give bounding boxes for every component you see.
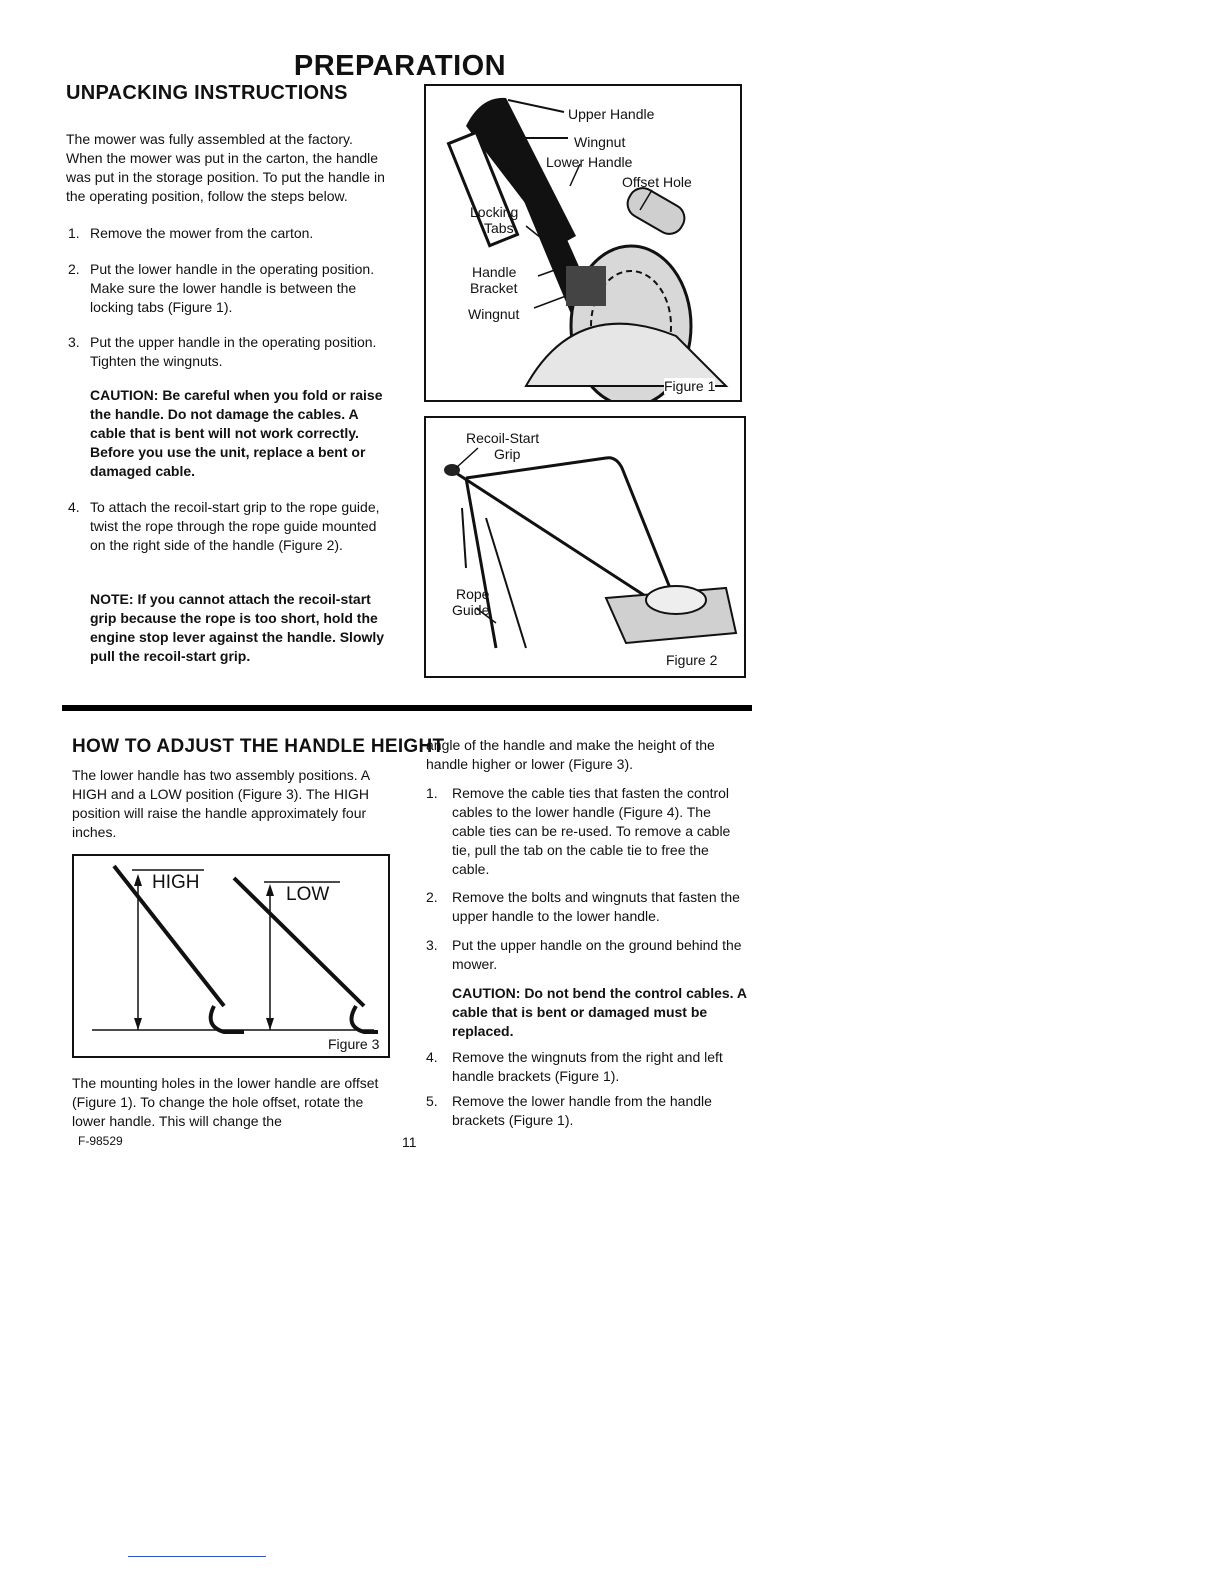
figure-2-caption: Figure 2 xyxy=(666,652,718,668)
unpacking-heading: UNPACKING INSTRUCTIONS xyxy=(66,82,348,104)
label-rope-guide-1: Rope xyxy=(456,586,490,602)
step-text: Put the upper handle on the ground behind the mower. xyxy=(452,937,742,972)
figure-1-caption: Figure 1 xyxy=(664,378,716,394)
label-lower-handle: Lower Handle xyxy=(546,154,633,170)
figure-2-drawing xyxy=(426,418,744,676)
bottom-line xyxy=(128,1556,266,1557)
step-number: 4. xyxy=(426,1049,438,1065)
step-number: 1. xyxy=(68,225,80,241)
label-locking-tabs-1: Locking xyxy=(470,204,519,220)
step-text: Put the lower handle in the operating position. Make sure the lower handle is between the locking tabs (Figure 1). xyxy=(90,261,375,315)
label-upper-handle: Upper Handle xyxy=(568,106,655,122)
label-wingnut-top: Wingnut xyxy=(574,134,626,150)
high-label: HIGH xyxy=(152,872,200,893)
step-text: Remove the mower from the carton. xyxy=(90,225,314,241)
label-offset-hole: Offset Hole xyxy=(622,174,692,190)
step-number: 2. xyxy=(68,261,80,277)
height-heading: HOW TO ADJUST THE HANDLE HEIGHT xyxy=(72,736,445,757)
step-number: 4. xyxy=(68,499,80,515)
footer-code: F-98529 xyxy=(78,1134,123,1148)
step-number: 3. xyxy=(68,334,80,350)
label-recoil-start-1: Recoil-Start xyxy=(466,430,540,446)
bracket-shape xyxy=(566,266,606,306)
height-caution: CAUTION: Do not bend the control cables. A cable that is bent or damaged must be replaced. xyxy=(452,985,747,1039)
step-text: Remove the wingnuts from the right and left handle brackets (Figure 1). xyxy=(452,1049,723,1084)
section-divider xyxy=(62,705,752,711)
label-handle-bracket-1: Handle xyxy=(472,264,517,280)
height-para2-cont: angle of the handle and make the height of the handle higher or lower (Figure 3). xyxy=(426,737,715,772)
figure-3-drawing xyxy=(74,856,388,1056)
step-text: Put the upper handle in the operating position. Tighten the wingnuts. xyxy=(90,334,377,369)
height-para2: The mounting holes in the lower handle are offset (Figure 1). To change the hole offset, rotate the lower handle. This will change the xyxy=(72,1075,379,1129)
step-text: Remove the bolts and wingnuts that fasten the upper handle to the lower handle. xyxy=(452,889,740,924)
offset-tube-shape xyxy=(623,183,690,239)
step-text: To attach the recoil-start grip to the rope guide, twist the rope through the rope guide mounted on the right side of the handle (Figure 2). xyxy=(90,499,380,553)
label-recoil-start-2: Grip xyxy=(494,446,521,462)
label-locking-tabs-2: Tabs xyxy=(484,220,514,236)
step-text: Remove the lower handle from the handle brackets (Figure 1). xyxy=(452,1093,712,1128)
unpacking-intro: The mower was fully assembled at the factory. When the mower was put in the carton, the handle was put in the storage position. To put the handle in the operating position, follow the steps below. xyxy=(66,131,385,204)
deck-shape xyxy=(526,324,726,386)
step-number: 5. xyxy=(426,1093,438,1109)
page-number: 11 xyxy=(402,1134,417,1150)
unpacking-note: NOTE: If you cannot attach the recoil-start grip because the rope is too short, hold the engine stop lever against the handle. Slowly pull the recoil-start grip. xyxy=(90,591,385,664)
figure-2 xyxy=(424,416,746,678)
figure-1 xyxy=(424,84,742,402)
label-handle-bracket-2: Bracket xyxy=(470,280,518,296)
step-number: 3. xyxy=(426,937,438,953)
step-number: 2. xyxy=(426,889,438,905)
height-intro: The lower handle has two assembly positions. A HIGH and a LOW position (Figure 3). The HIGH position will raise the handle approximately four inches. xyxy=(72,767,370,840)
low-label: LOW xyxy=(286,884,330,905)
step-number: 1. xyxy=(426,785,438,801)
step-text: Remove the cable ties that fasten the control cables to the lower handle (Figure 4). The cable ties can be re-used. To remove a cable tie, pull the tab on the cable tie to free the cable. xyxy=(452,785,731,877)
label-wingnut-bottom: Wingnut xyxy=(468,306,520,322)
figure-3-caption: Figure 3 xyxy=(328,1036,380,1052)
unpacking-caution: CAUTION: Be careful when you fold or raise the handle. Do not damage the cables. A cable that is bent will not work correctly. Before you use the unit, replace a bent or damaged cable. xyxy=(90,387,383,479)
figure-3 xyxy=(72,854,390,1058)
label-rope-guide-2: Guide xyxy=(452,602,490,618)
page-title: PREPARATION xyxy=(293,50,507,82)
